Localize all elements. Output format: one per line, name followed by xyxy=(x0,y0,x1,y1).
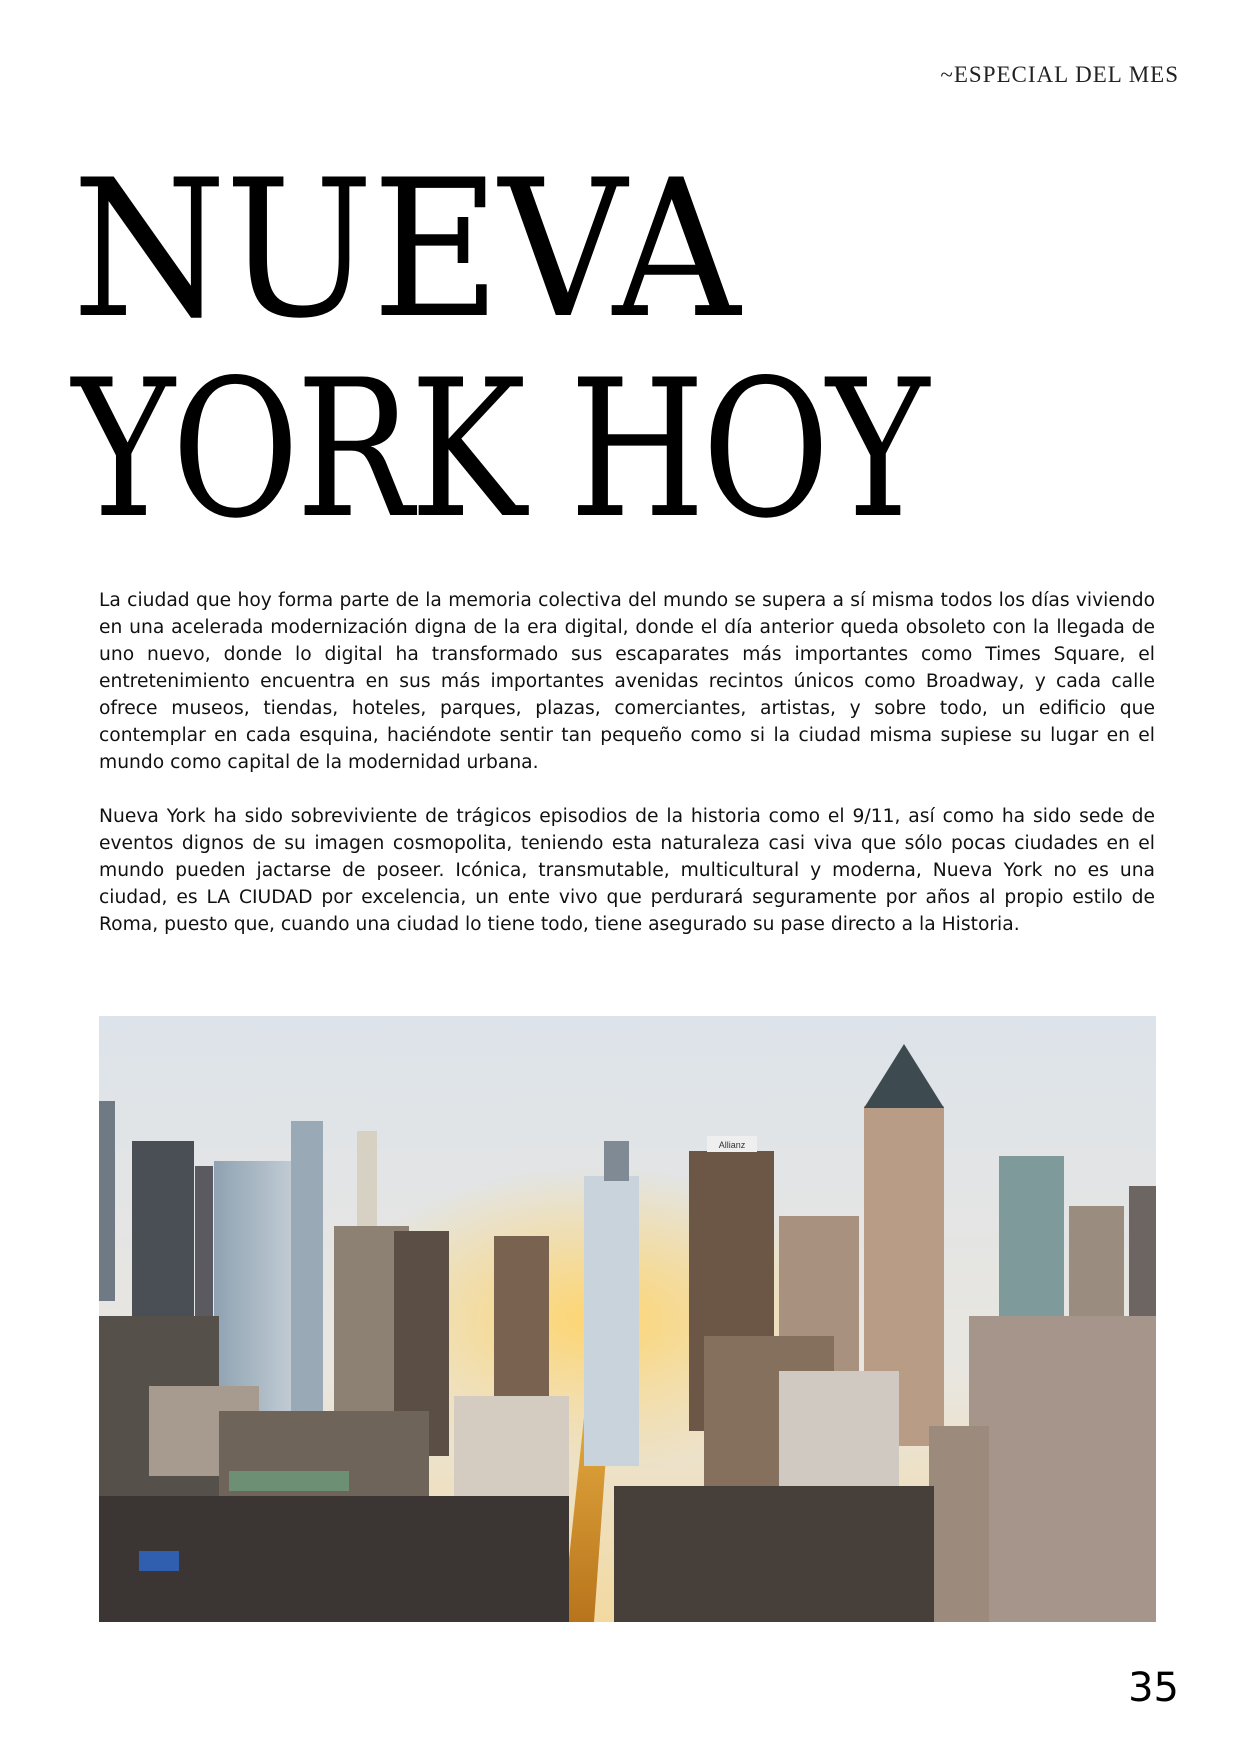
building-sign: Allianz xyxy=(718,1140,746,1150)
city-skyline-photo xyxy=(99,1016,1156,1622)
headline-line-2: YORK HOY xyxy=(72,339,927,560)
paragraph-1: La ciudad que hoy forma parte de la memoria colectiva del mundo se supera a sí misma todos los días viviendo en una acelerada modernización digna de la era digital, donde el día anterior queda obsoleto con la llegada de uno nuevo, donde lo digital ha transformado sus escaparates más importantes como Times Square, el entretenimiento encuentra en sus más importantes avenidas recintos únicos como Broadway, y cada calle ofrece museos, tiendas, hoteles, parques, plazas, comerciantes, artistas, y sobre todo, un edificio que contemplar en cada esquina, haciéndote sentir tan pequeño como si la ciudad misma supiese su lugar en el mundo como capital de la modernidad urbana. xyxy=(99,590,1155,773)
article-body xyxy=(99,587,1155,965)
page-number: 35 xyxy=(1128,1665,1179,1711)
headline-line-1: NUEVA xyxy=(72,139,739,360)
paragraph-2: Nueva York ha sido sobreviviente de trágicos episodios de la historia como el 9/11, así como ha sido sede de eventos dignos de su imagen cosmopolita, teniendo esta naturaleza casi viva que sólo pocas ciudades en el mundo pueden jactarse de poseer. Icónica, transmutable, multicultural y moderna, Nueva York no es una ciudad, es LA CIUDAD por excelencia, un ente vivo que perdurará seguramente por años al propio estilo de Roma, puesto que, cuando una ciudad lo tiene todo, tiene asegurado su pase directo a la Historia. xyxy=(99,806,1155,935)
headline xyxy=(72,139,1113,560)
section-label: ~ESPECIAL DEL MES xyxy=(940,62,1179,87)
